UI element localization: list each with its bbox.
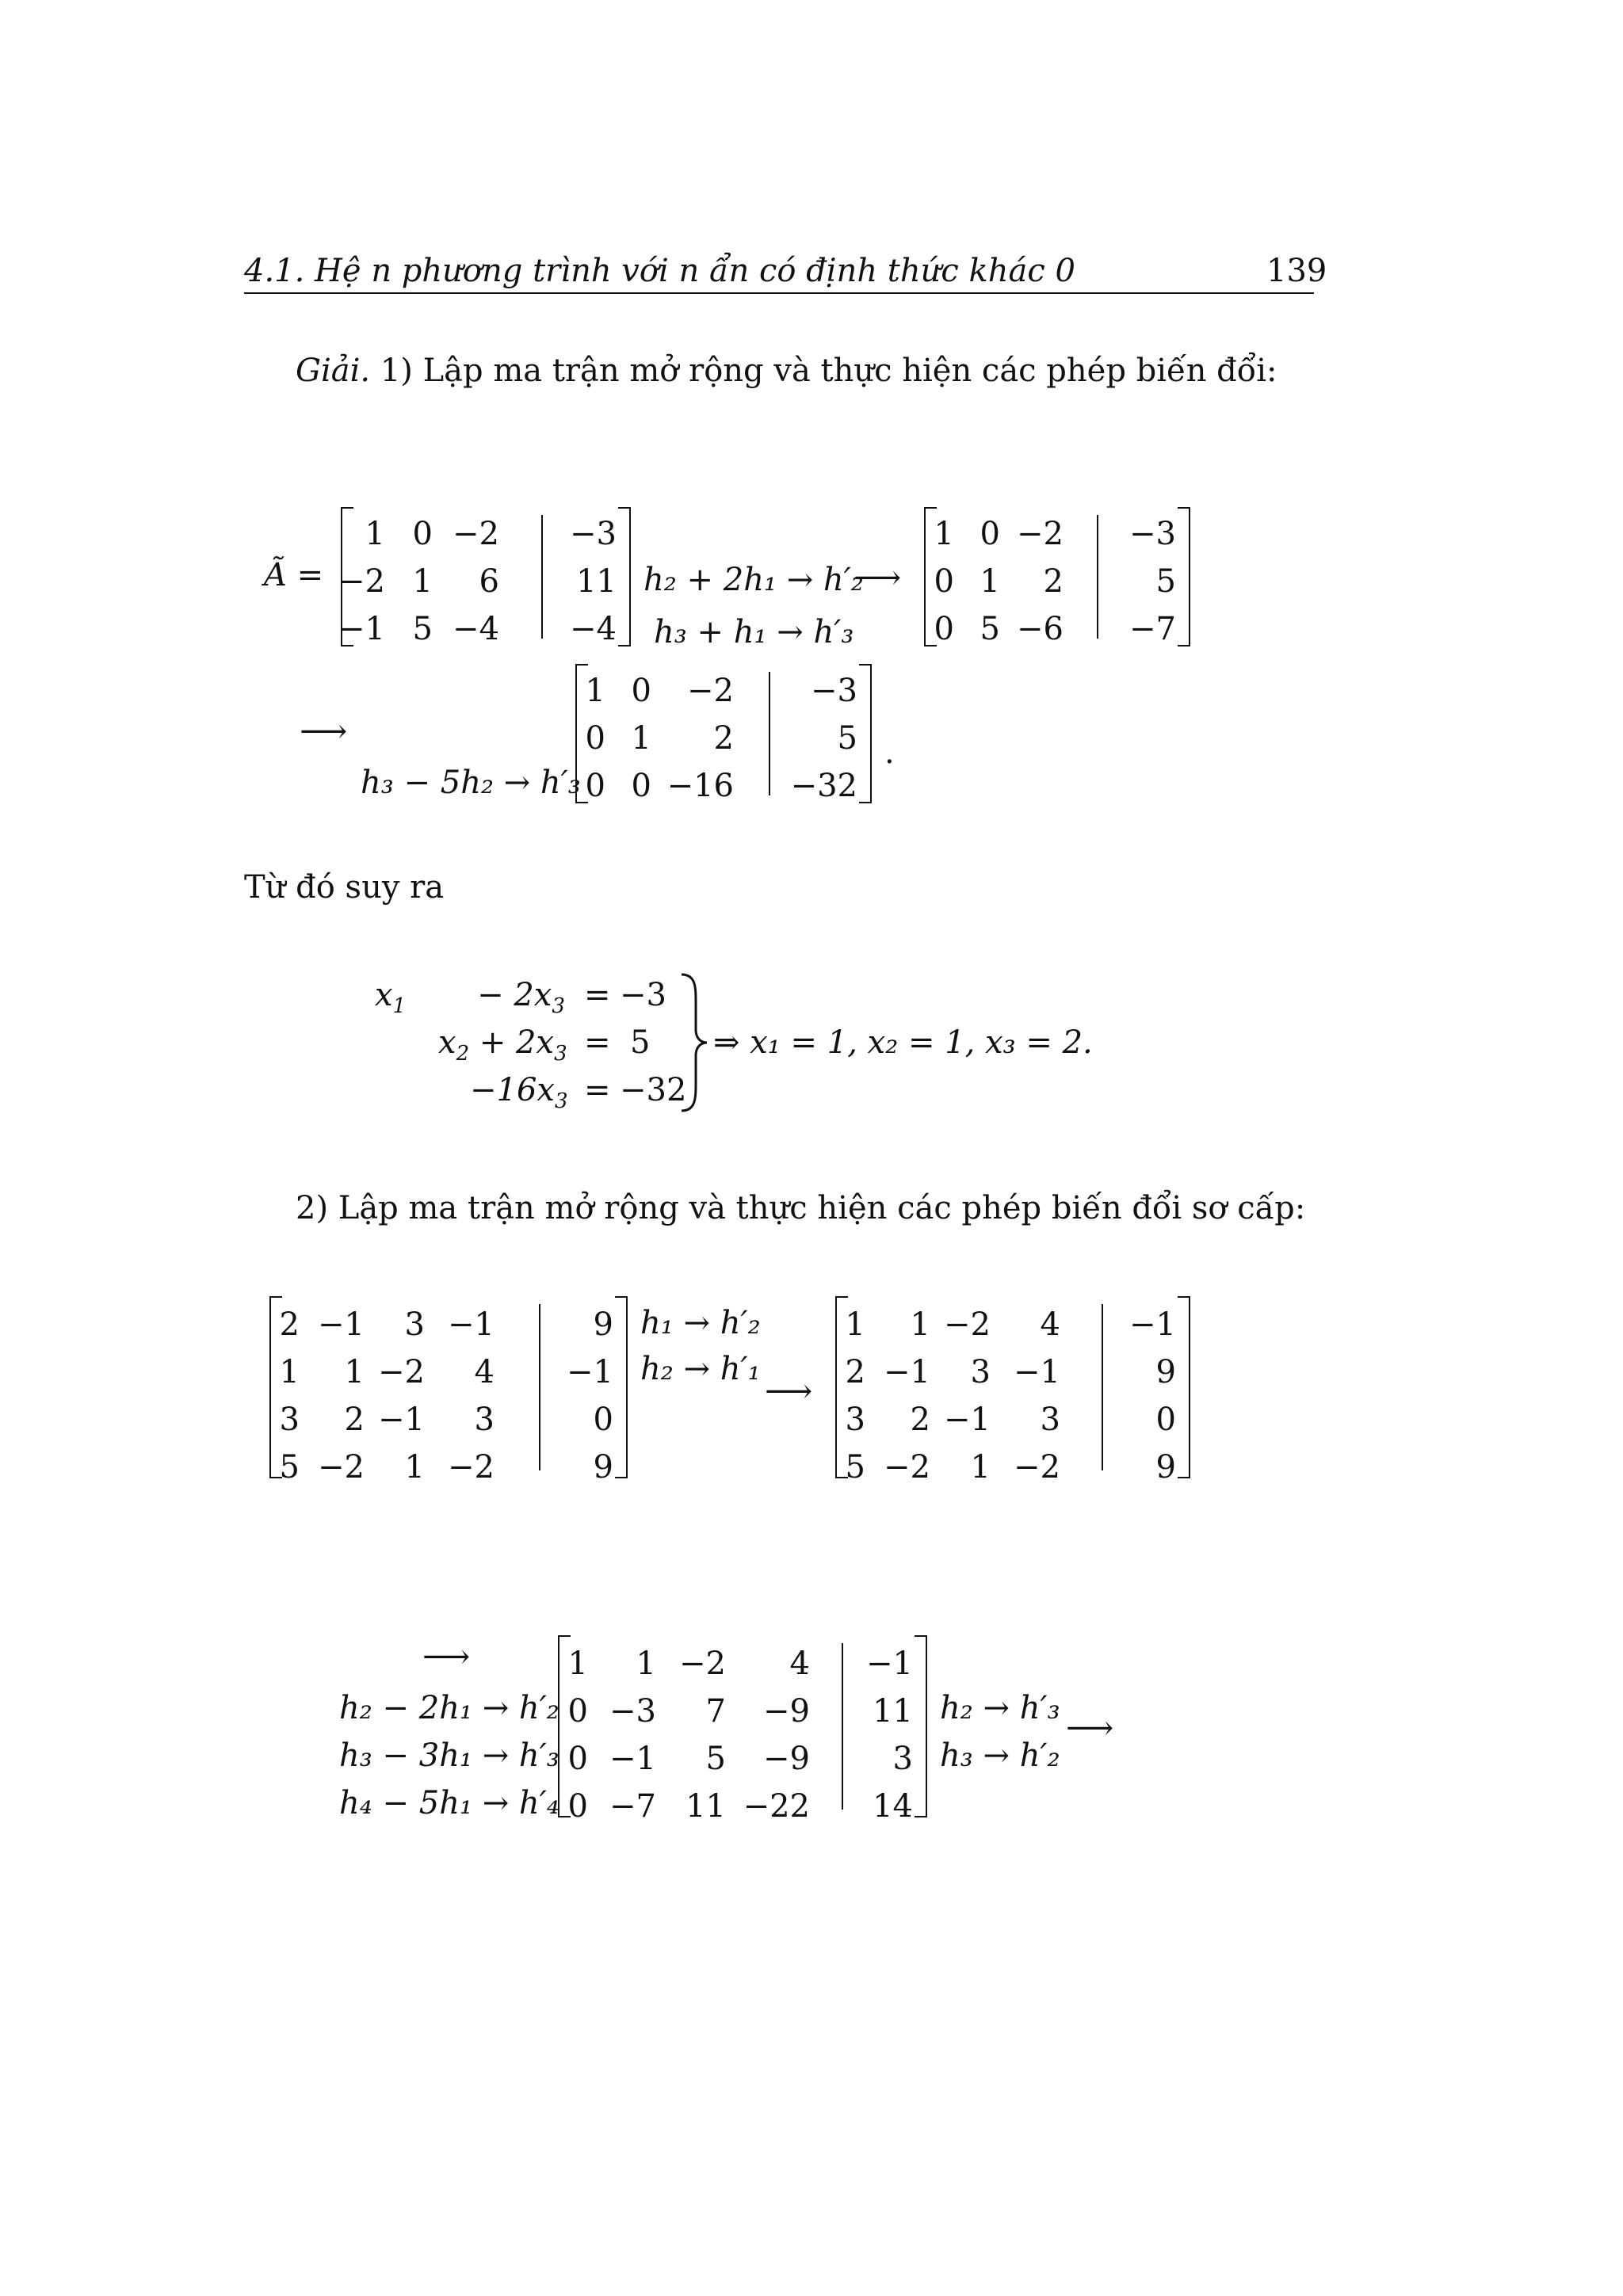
system-row-3-rhs: −32 [620,1072,687,1108]
header-rule [244,292,1314,294]
op-b-1: h₃ − 5h₂ → h′₃ [361,765,581,801]
matrix-cell: −2 [884,1449,930,1486]
matrix-cell: 0 [631,673,651,709]
matrix-a [338,507,631,647]
matrix-cell: −3 [570,516,617,552]
matrix-cell: 9 [1155,1354,1176,1390]
matrix-e [835,1296,1190,1486]
system-row-3-lhs: $-16x_3$ [470,1072,568,1113]
matrix-cell: −2 [687,673,734,709]
system-row-2-lhs: $x_2 + 2x_3$ [438,1024,567,1066]
matrix-cell: −22 [743,1788,810,1825]
matrix-cell: 1 [980,563,1000,600]
matrix-cell: −32 [790,768,857,804]
matrix-cell: −16 [666,768,734,804]
matrix-cell: 0 [567,1741,588,1777]
matrix-cell: 3 [1040,1402,1060,1438]
matrix-cell: 1 [631,720,651,757]
augment-bar [769,672,770,795]
bracket-right [859,664,872,803]
matrix-cell: 0 [593,1402,613,1438]
matrix-cell: 2 [1043,563,1064,600]
matrix-cell: 4 [474,1354,495,1390]
matrix-cell: −2 [944,1306,991,1343]
matrix-cell: −2 [338,563,385,600]
solution-line: ⇒ x₁ = 1, x₂ = 1, x₃ = 2. [713,1024,1093,1061]
matrix-cell: 2 [910,1402,930,1438]
matrix-cell: −7 [609,1788,656,1825]
matrix-cell: 0 [934,611,954,647]
matrix-cell: 1 [365,516,385,552]
matrix-cell: 1 [412,563,433,600]
matrix-cell: 0 [585,768,605,804]
matrix-cell: 0 [412,516,433,552]
right-brace [678,971,710,1114]
matrix-cell: 4 [789,1646,810,1682]
matrix-cell: −2 [318,1449,365,1486]
matrix-d [269,1296,628,1486]
matrix-cell: 5 [1155,563,1176,600]
matrix-cell: 9 [593,1449,613,1486]
page-number: 139 [1266,253,1327,289]
op-f-right-1: h₂ → h′₃ [940,1690,1060,1726]
matrix-cell: −2 [1014,1449,1060,1486]
bracket-right [615,1296,628,1478]
matrix-cell: −1 [1129,1306,1176,1343]
matrix-cell: −2 [453,516,499,552]
matrix-cell: 1 [636,1646,656,1682]
system-row-3-eq: = [584,1072,611,1108]
system-row-2-rhs: 5 [630,1024,651,1061]
system-row-1-lhs: $x_1 - 2x_3$ [375,977,565,1018]
matrix-cell: 1 [585,673,605,709]
matrix-cell: 5 [837,720,857,757]
matrix-b [924,507,1190,646]
op-d-2: h₂ → h′₁ [640,1351,761,1387]
matrix-cell: −7 [1129,611,1176,647]
matrix-cell: 11 [576,563,617,600]
matrix-cell: 0 [585,720,605,757]
matrix-cell: −2 [378,1354,425,1390]
matrix-cell: −1 [567,1354,613,1390]
op-f-right-2: h₃ → h′₂ [940,1737,1060,1774]
matrix-cell: −2 [1017,516,1064,552]
system-row-1-rhs: −3 [620,977,666,1013]
matrix-cell: 5 [980,611,1000,647]
matrix-cell: −1 [338,611,385,647]
matrix-cell: 1 [404,1449,425,1486]
op-a-1: h₂ + 2h₁ → h′₂ [643,562,864,598]
op-d-1: h₁ → h′₂ [640,1305,761,1341]
matrix-cell: −4 [453,611,499,647]
op-a-2: h₃ + h₁ → h′₃ [654,614,854,650]
matrix-cell: 3 [474,1402,495,1438]
matrix-cell: 1 [344,1354,365,1390]
matrix-cell: 2 [845,1354,865,1390]
matrix-cell: 5 [845,1449,865,1486]
matrix-cell: 0 [631,768,651,804]
matrix-cell: 3 [892,1741,913,1777]
matrix-cell: 3 [970,1354,991,1390]
matrix-cell: −3 [811,673,857,709]
matrix-cell: −1 [609,1741,656,1777]
bracket-right [915,1635,927,1817]
op-f-left-1: h₂ − 2h₁ → h′₂ [339,1690,559,1726]
matrix-cell: 7 [705,1693,726,1730]
augment-bar [541,515,543,639]
matrix-cell: 1 [567,1646,588,1682]
arrow-5: ⟶ [1066,1708,1114,1747]
part1-intro [296,355,1277,387]
matrix-cell: 1 [279,1354,300,1390]
end-period: . [884,734,895,771]
matrix-cell: 5 [705,1741,726,1777]
bracket-right [1178,1296,1190,1478]
matrix-cell: 3 [404,1306,425,1343]
matrix-cell: 1 [845,1306,865,1343]
matrix-cell: 0 [980,516,1000,552]
running-header: 4.1. Hệ n phương trình với n ẩn có định thức khác 0 [244,253,1075,289]
matrix-cell: 2 [344,1402,365,1438]
augmented-matrix-symbol: Ã = [264,557,324,593]
matrix-cell: 6 [479,563,499,600]
matrix-cell: 0 [567,1788,588,1825]
arrow-1: ⟶ [854,558,902,597]
augment-bar [539,1304,540,1470]
bracket-right [618,507,631,646]
matrix-cell: 2 [279,1306,300,1343]
system-row-1-eq: = [584,977,611,1013]
matrix-cell: 0 [934,563,954,600]
matrix-cell: −4 [570,611,617,647]
op-f-left-3: h₄ − 5h₁ → h′₄ [339,1785,559,1821]
matrix-cell: 3 [279,1402,300,1438]
matrix-cell: 9 [593,1306,613,1343]
matrix-cell: 3 [845,1402,865,1438]
matrix-cell: −2 [679,1646,726,1682]
conclude-text: Từ đó suy ra [244,869,445,906]
system-row-2-eq: = [584,1024,611,1061]
matrix-cell: 1 [934,516,954,552]
arrow-4: ⟶ [422,1637,471,1676]
matrix-cell: 5 [412,611,433,647]
matrix-cell: −1 [1014,1354,1060,1390]
matrix-cell: −1 [378,1402,425,1438]
op-f-left-2: h₃ − 3h₁ → h′₃ [339,1737,559,1774]
matrix-cell: 9 [1155,1449,1176,1486]
matrix-cell: 14 [873,1788,913,1825]
matrix-f [558,1635,927,1825]
matrix-cell: −9 [763,1693,810,1730]
matrix-cell: 2 [713,720,734,757]
matrix-cell: 1 [970,1449,991,1486]
matrix-cell: 4 [1040,1306,1060,1343]
arrow-2: ⟶ [300,711,348,750]
matrix-c [575,664,872,803]
matrix-cell: −1 [448,1306,495,1343]
arrow-3: ⟶ [765,1371,813,1410]
matrix-cell: −1 [944,1402,991,1438]
matrix-cell: 11 [685,1788,726,1825]
part1-intro-text: 1) Lập ma trận mở rộng và thực hiện các phép biến đổi: [380,353,1277,389]
matrix-cell: −6 [1017,611,1064,647]
matrix-cell: 11 [873,1693,913,1730]
matrix-cell: 0 [1155,1402,1176,1438]
matrix-cell: 1 [910,1306,930,1343]
matrix-cell: −9 [763,1741,810,1777]
matrix-cell: 5 [279,1449,300,1486]
augment-bar [1102,1304,1103,1470]
augment-bar [842,1643,843,1810]
matrix-cell: −1 [318,1306,365,1343]
matrix-cell: −3 [609,1693,656,1730]
matrix-cell: −2 [448,1449,495,1486]
matrix-cell: −1 [866,1646,913,1682]
part2-intro: 2) Lập ma trận mở rộng và thực hiện các phép biến đổi sơ cấp: [296,1190,1306,1226]
matrix-cell: 0 [567,1693,588,1730]
matrix-cell: −3 [1129,516,1176,552]
augment-bar [1097,515,1098,639]
matrix-cell: −1 [884,1354,930,1390]
solution-label: Giải. [296,353,371,389]
bracket-right [1178,507,1190,646]
